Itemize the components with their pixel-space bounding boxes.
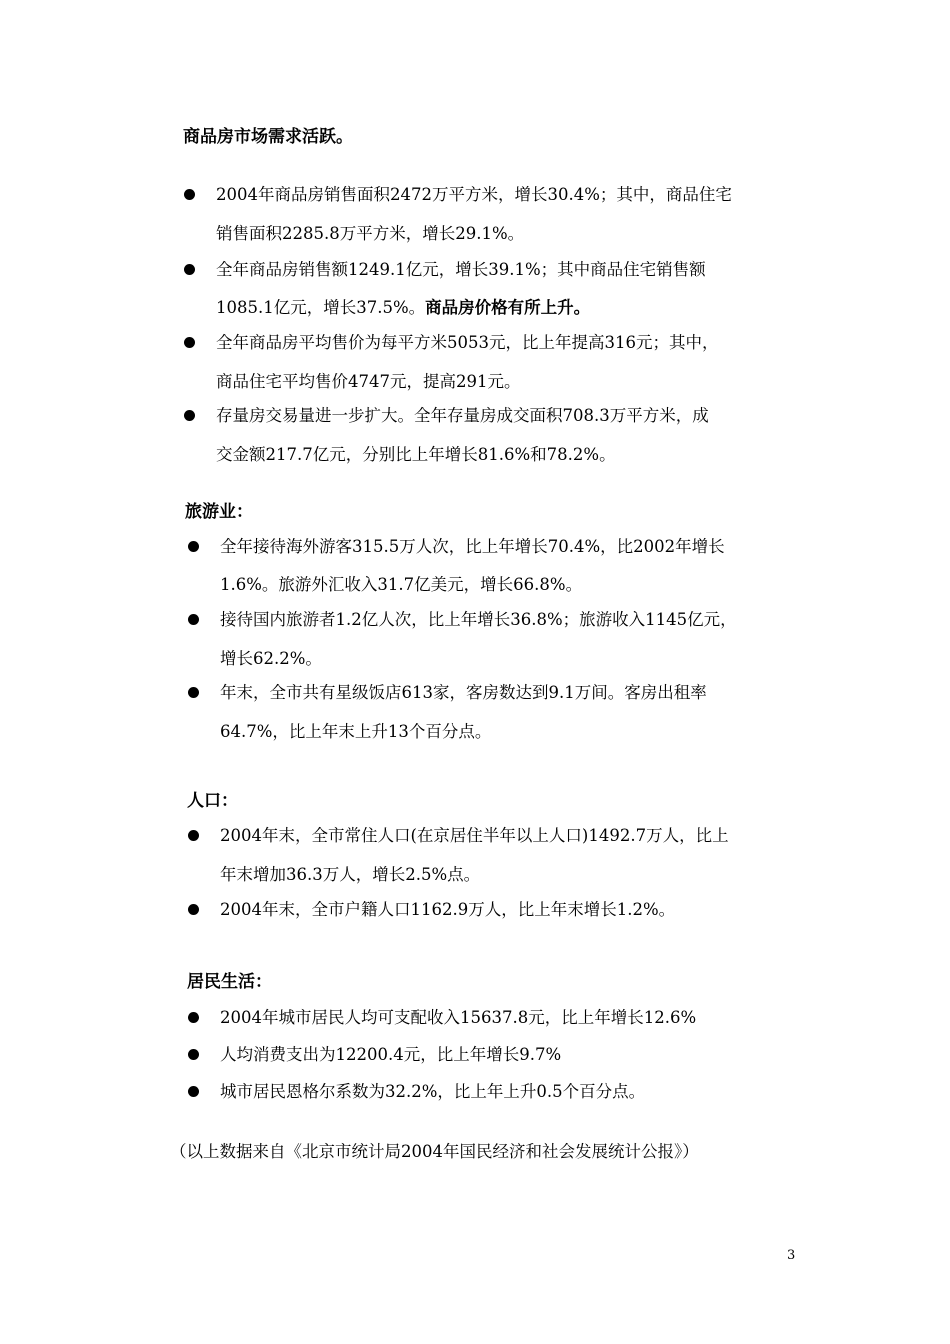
source-note: （以上数据来自《北京市统计局2004年国民经济和社会发展统计公报》） bbox=[170, 1142, 699, 1161]
housing-bullet-2-line-2 bbox=[216, 296, 590, 320]
housing-bullet-2-text: 1085.1亿元，增长37.5%。 bbox=[216, 298, 426, 317]
population-bullet-2-line-1: 2004年末，全市户籍人口1162.9万人，比上年末增长1.2%。 bbox=[220, 900, 676, 919]
housing-heading: 商品房市场需求活跃。 bbox=[183, 127, 353, 147]
bullet-icon bbox=[188, 1086, 199, 1097]
population-bullet-1-line-1: 2004年末，全市常住人口(在京居住半年以上人口)1492.7万人，比上 bbox=[220, 826, 729, 845]
living-bullet-1-line-1: 2004年城市居民人均可支配收入15637.8元，比上年增长12.6% bbox=[220, 1008, 697, 1027]
housing-bullet-4-line-1: 存量房交易量进一步扩大。全年存量房成交面积708.3万平方米，成 bbox=[216, 406, 709, 425]
living-heading: 居民生活： bbox=[187, 972, 272, 992]
living-bullet-3-line-1: 城市居民恩格尔系数为32.2%，比上年上升0.5个百分点。 bbox=[220, 1082, 646, 1101]
tourism-bullet-1-line-1: 全年接待海外游客315.5万人次，比上年增长70.4%，比2002年增长 bbox=[220, 537, 725, 556]
living-bullet-2-line-1: 人均消费支出为12200.4元，比上年增长9.7% bbox=[220, 1045, 562, 1064]
housing-bullet-4-line-2: 交金额217.7亿元，分别比上年增长81.6%和78.2%。 bbox=[216, 445, 616, 464]
bullet-icon bbox=[184, 264, 195, 275]
bullet-icon bbox=[188, 614, 199, 625]
population-heading: 人口： bbox=[187, 791, 238, 811]
bullet-icon bbox=[184, 410, 195, 421]
tourism-bullet-2-line-2: 增长62.2%。 bbox=[220, 649, 322, 668]
tourism-heading: 旅游业： bbox=[185, 502, 253, 522]
housing-bullet-1-line-1: 2004年商品房销售面积2472万平方米，增长30.4%；其中，商品住宅 bbox=[216, 185, 732, 204]
housing-bullet-3-line-1: 全年商品房平均售价为每平方米5053元，比上年提高316元；其中， bbox=[216, 333, 719, 352]
population-bullet-1-line-2: 年末增加36.3万人，增长2.5%点。 bbox=[220, 865, 481, 884]
tourism-bullet-3-line-2: 64.7%，比上年末上升13个百分点。 bbox=[220, 722, 492, 741]
housing-bullet-2-line-1: 全年商品房销售额1249.1亿元，增长39.1%；其中商品住宅销售额 bbox=[216, 260, 706, 279]
housing-bullet-3-line-2: 商品住宅平均售价4747元，提高291元。 bbox=[216, 372, 521, 391]
bullet-icon bbox=[184, 337, 195, 348]
tourism-bullet-1-line-2: 1.6%。旅游外汇收入31.7亿美元，增长66.8%。 bbox=[220, 575, 583, 594]
housing-bullet-1-line-2: 销售面积2285.8万平方米，增长29.1%。 bbox=[216, 224, 525, 243]
bullet-icon bbox=[188, 830, 199, 841]
tourism-bullet-3-line-1: 年末，全市共有星级饭店613家，客房数达到9.1万间。客房出租率 bbox=[220, 683, 707, 702]
bullet-icon bbox=[188, 687, 199, 698]
page-number: 3 bbox=[787, 1248, 796, 1263]
bullet-icon bbox=[188, 904, 199, 915]
bullet-icon bbox=[188, 541, 199, 552]
bullet-icon bbox=[184, 189, 195, 200]
bullet-icon bbox=[188, 1012, 199, 1023]
tourism-bullet-2-line-1: 接待国内旅游者1.2亿人次，比上年增长36.8%；旅游收入1145亿元， bbox=[220, 610, 737, 629]
bullet-icon bbox=[188, 1049, 199, 1060]
housing-price-rise-text: 商品房价格有所上升。 bbox=[425, 298, 591, 317]
